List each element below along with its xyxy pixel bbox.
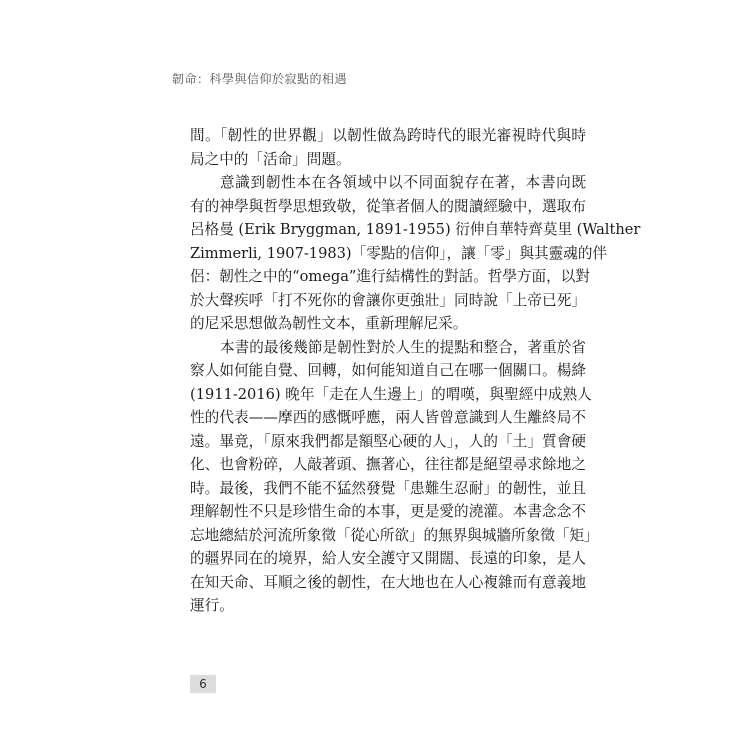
text-line: 侶：韌性之中的“omega”進行結構性的對話。哲學方面，以對 [190, 268, 590, 285]
text-line: 本書的最後幾節是韌性對於人生的提點和整合，著重於省 [220, 338, 586, 356]
text-line: 化、也會粉碎，人敲著頭、撫著心，往往都是絕望尋求餘地之 [190, 456, 586, 473]
text-line: 遠。畢竟，「原來我們都是額堅心硬的人」，人的「土」質會硬 [190, 432, 586, 450]
text-line: 時。最後，我們不能不猛然發覺「患難生忍耐」的韌性，並且 [190, 479, 586, 497]
text-line: 呂格曼 (Erik Bryggman, 1891-1955) 衍伸自華特齊莫里 (Walther [190, 221, 641, 238]
paragraph-1 [190, 124, 586, 171]
text-line: 忘地總結於河流所象徵「從心所欲」的無界與城牆所象徵「矩」 [190, 526, 599, 544]
text-line: 有的神學與哲學思想致敬，從筆者個人的閱讀經驗中，選取布 [190, 197, 586, 215]
paragraph-3 [190, 336, 599, 618]
text-line: 的尼采思想做為韌性文本，重新理解尼采。 [190, 315, 468, 332]
text-line: 於大聲疾呼「打不死你的會讓你更強壯」同時說「上帝已死」 [190, 291, 586, 309]
text-line: 察人如何能自覺、回轉，如何能知道自己在哪一個關口。楊絳 [190, 362, 586, 379]
paragraph-2 [190, 171, 641, 336]
text-line: 局之中的「活命」問題。 [190, 150, 351, 168]
text-line: Zimmerli, 1907-1983)「零點的信仰」，讓「零」與其靈魂的伴 [190, 244, 608, 262]
text-line: (1911-2016) 晚年「走在人生邊上」的喟嘆，與聖經中成熟人 [190, 385, 592, 403]
text-line: 意識到韌性本在各領域中以不同面貌存在著，本書向既 [220, 174, 586, 191]
text-line: 間。「韌性的世界觀」以韌性做為跨時代的眼光審視時代與時 [190, 127, 586, 144]
text-line: 的疆界同在的境界，給人安全護守又開闊、長遠的印象，是人 [190, 550, 586, 567]
text-line: 在知天命、耳順之後的韌性，在大地也在人心複雜而有意義地 [190, 573, 586, 591]
running-head: 韌命：科學與信仰於寂點的相遇 [172, 72, 348, 86]
body-text [190, 124, 641, 618]
text-line: 性的代表——摩西的感慨呼應，兩人皆曾意識到人生離終局不 [190, 409, 586, 426]
text-line: 理解韌性不只是珍惜生命的本事，更是愛的澆灌。本書念念不 [190, 503, 586, 520]
text-line: 運行。 [190, 597, 234, 614]
page-number: 6 [190, 675, 216, 693]
